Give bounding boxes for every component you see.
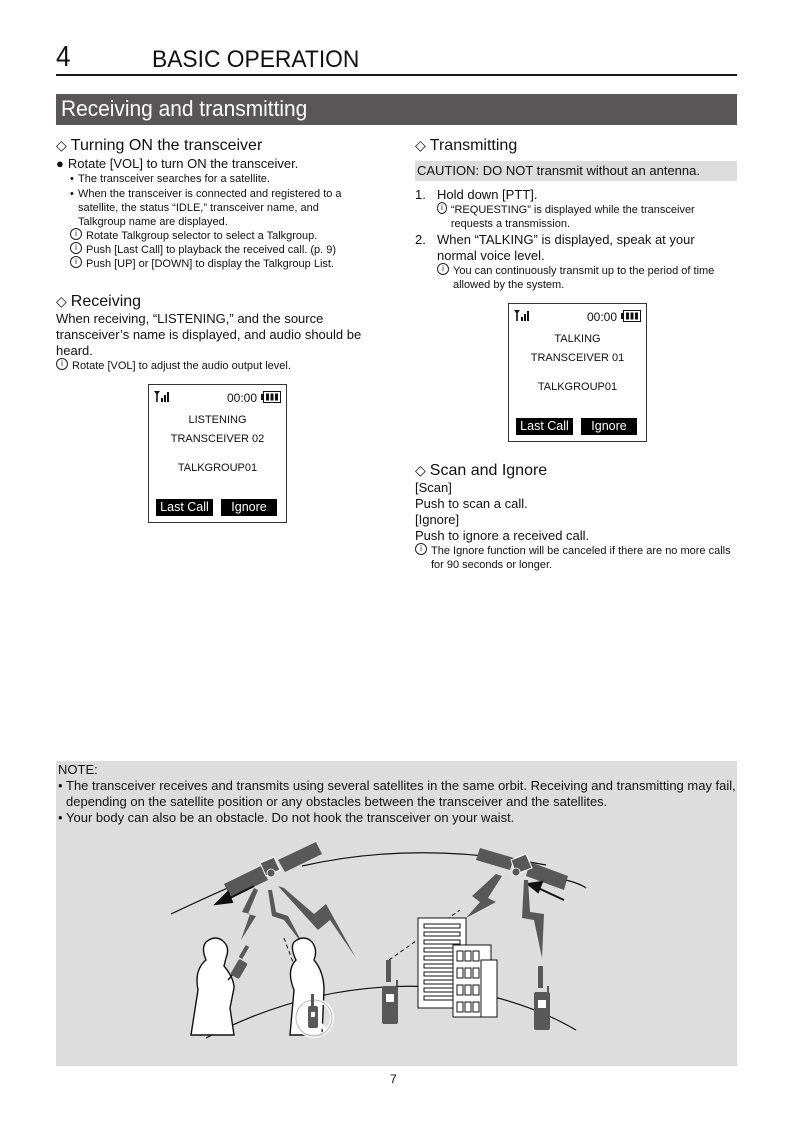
chapter-title: BASIC OPERATION xyxy=(152,46,360,73)
lcd-display-transmitting xyxy=(508,303,647,442)
lcd-display-receiving xyxy=(148,384,287,523)
transceiver-name: TRANSCEIVER 01 xyxy=(530,352,625,364)
call-status: LISTENING xyxy=(188,414,247,426)
info-icon: i xyxy=(70,256,82,268)
transmitting-heading: ◇ Transmitting xyxy=(415,137,518,154)
satellite-icon-left xyxy=(224,842,322,898)
battery-icon xyxy=(621,310,641,322)
info-note: i “REQUESTING” is displayed while the transceiver requests a transmission. xyxy=(437,203,737,231)
signal-strength-icon xyxy=(154,390,172,403)
status-bar xyxy=(154,390,281,404)
diamond-icon: ◇ xyxy=(415,137,426,153)
info-icon: i xyxy=(415,543,427,555)
clock: 00:00 xyxy=(226,391,257,405)
info-note: i You can continuously transmit up to the period of time allowed by the system. xyxy=(437,264,723,292)
scan-ignore-section xyxy=(415,461,737,572)
note-text xyxy=(58,762,738,826)
signal-bolt xyxy=(522,880,544,958)
orbit-arc xyxy=(566,880,586,888)
call-status: TALKING xyxy=(554,333,601,345)
header-divider xyxy=(56,74,737,76)
transceiver-name: TRANSCEIVER 02 xyxy=(170,433,265,445)
diamond-icon: ◇ xyxy=(415,462,426,478)
radio-icon xyxy=(534,966,550,1030)
turning-on-section xyxy=(56,136,386,271)
info-icon: i xyxy=(437,263,449,275)
status-bar xyxy=(514,309,641,323)
receiving-body: When receiving, “LISTENING,” and the source transceiver’s name is displayed, and audio should be heard. xyxy=(56,311,362,358)
scan-description: Push to scan a call. xyxy=(415,496,528,511)
info-icon: i xyxy=(70,228,82,240)
list-item: • When the transceiver is connected and registered to a satellite, the status “IDLE,” transceiver name, and Talkgroup name are displayed. xyxy=(70,188,342,228)
chapter-number: 4 xyxy=(56,41,71,73)
signal-strength-icon xyxy=(514,309,532,322)
info-icon: i xyxy=(56,358,68,370)
talkgroup-name: TALKGROUP01 xyxy=(177,462,258,474)
radio-icon xyxy=(230,945,249,979)
step-2: 2. When “TALKING” is displayed, speak at your normal voice level. i You can continuously transmit up to the period of time allowed by the system. xyxy=(415,232,737,292)
last-call-softkey[interactable]: Last Call xyxy=(516,418,573,435)
scan-label: [Scan] xyxy=(415,480,452,495)
clock: 00:00 xyxy=(586,310,617,324)
signal-bolt xyxy=(241,888,258,940)
note-label: NOTE: xyxy=(58,762,98,777)
note-item: • The transceiver receives and transmits using several satellites in the same orbit. Receiving and transmitting may fail, depending on the satellite position or any obstacles between the transceiver and the satellites. xyxy=(58,778,736,809)
info-note: i Rotate Talkgroup selector to select a Talkgroup. xyxy=(70,229,386,243)
battery-icon xyxy=(261,391,281,403)
ignore-softkey[interactable]: Ignore xyxy=(581,418,637,435)
info-icon: i xyxy=(70,242,82,254)
last-call-softkey[interactable]: Last Call xyxy=(156,499,213,516)
diamond-icon: ◇ xyxy=(56,137,67,153)
note-item: • Your body can also be an obstacle. Do not hook the transceiver on your waist. xyxy=(58,810,515,825)
talkgroup-name: TALKGROUP01 xyxy=(537,381,618,393)
ignore-description: Push to ignore a received call. xyxy=(415,528,590,543)
person-holding-radio-icon xyxy=(191,938,240,1035)
diamond-icon: ◇ xyxy=(56,293,67,309)
caution-box: CAUTION: DO NOT transmit without an antenna. xyxy=(415,161,737,181)
info-note: i Rotate [VOL] to adjust the audio output level. xyxy=(56,359,386,373)
satellite-illustration xyxy=(56,830,737,1066)
section-title: Receiving and transmitting xyxy=(61,96,308,121)
info-note: i Push [UP] or [DOWN] to display the Talkgroup List. xyxy=(70,257,386,271)
signal-bolt xyxy=(466,874,502,918)
page-number: 7 xyxy=(390,1072,397,1086)
receiving-heading: ◇ Receiving xyxy=(56,293,142,310)
receiving-section xyxy=(56,292,386,373)
turning-on-heading: ◇ Turning ON the transceiver xyxy=(56,137,263,154)
step-1: 1. Hold down [PTT]. i “REQUESTING” is displayed while the transceiver requests a transmission. xyxy=(415,187,737,231)
signal-bolt xyxy=(268,890,304,946)
radio-icon xyxy=(382,960,398,1024)
ignore-softkey[interactable]: Ignore xyxy=(221,499,277,516)
scan-ignore-heading: ◇ Scan and Ignore xyxy=(415,462,548,479)
info-note: i Push [Last Call] to playback the received call. (p. 9) xyxy=(70,243,386,257)
ignore-label: [Ignore] xyxy=(415,512,460,527)
list-item: • The transceiver searches for a satellite. xyxy=(70,173,270,185)
building-icon xyxy=(418,918,497,1017)
bullet-icon: ● xyxy=(56,156,64,171)
transmitting-section xyxy=(415,136,737,292)
info-note: i The Ignore function will be canceled if there are no more calls for 90 seconds or longer. xyxy=(415,544,737,572)
info-icon: i xyxy=(437,202,447,214)
turn-on-step: ● Rotate [VOL] to turn ON the transceiver. xyxy=(56,156,299,171)
